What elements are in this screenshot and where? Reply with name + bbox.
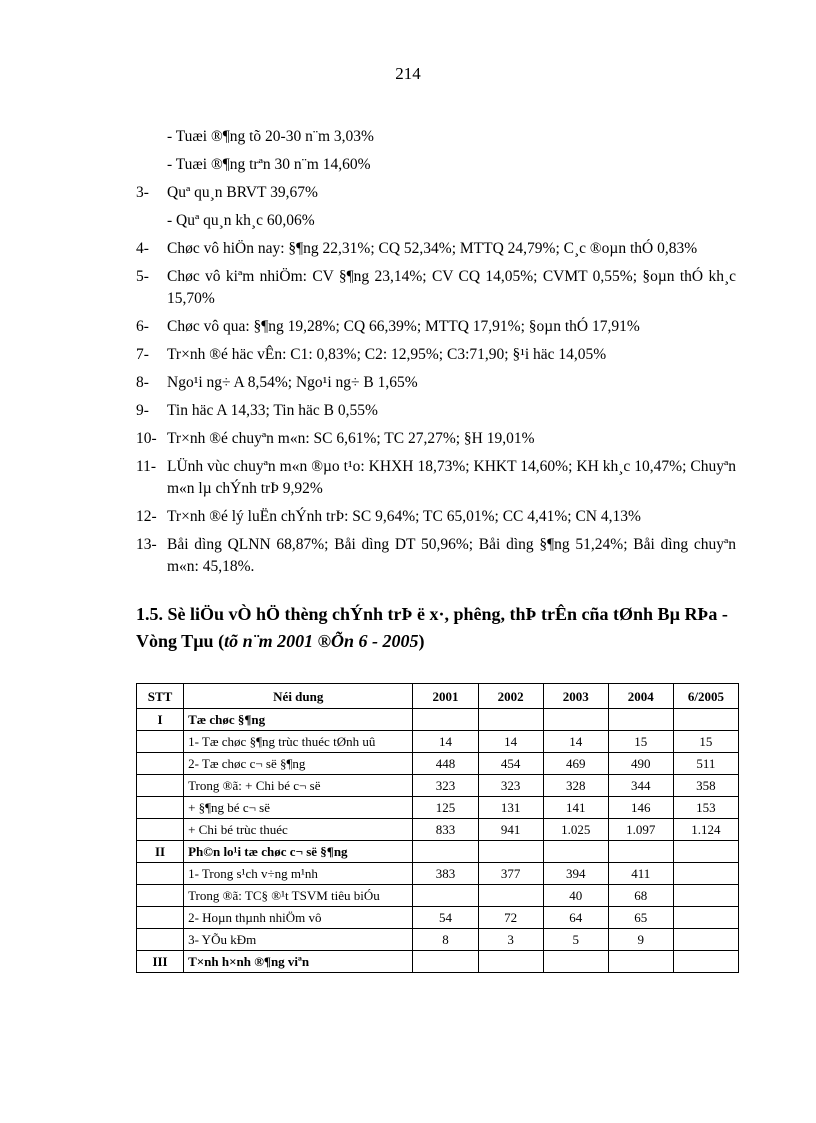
cell-stt [137, 929, 184, 951]
cell-value: 9 [608, 929, 673, 951]
list-item-number: 10- [136, 430, 157, 447]
list-item-text: - Tuæi ®¶ng trªn 30 n¨m 14,60% [167, 156, 371, 173]
list-item [136, 400, 736, 422]
cell-value [608, 709, 673, 731]
table-row [137, 731, 739, 753]
cell-content: 3- YÕu kÐm [184, 929, 413, 951]
header-2005-06: 6/2005 [673, 684, 738, 709]
list-item-number: 11- [136, 458, 157, 475]
list-item-text: Tr×nh ®é lý luËn chÝnh trÞ: SC 9,64%; TC 65,01%; CC 4,41%; CN 4,13% [167, 508, 641, 525]
cell-value: 1.124 [673, 819, 738, 841]
cell-value [543, 709, 608, 731]
cell-stt: I [137, 709, 184, 731]
header-2001: 2001 [413, 684, 478, 709]
table-row [137, 863, 739, 885]
cell-content: 1- Tæ chøc §¶ng trùc thuéc tØnh uû [184, 731, 413, 753]
cell-value: 469 [543, 753, 608, 775]
list-item [136, 238, 736, 260]
cell-value: 15 [608, 731, 673, 753]
table-row [137, 951, 739, 973]
header-2002: 2002 [478, 684, 543, 709]
cell-content: 1- Trong s¹ch v÷ng m¹nh [184, 863, 413, 885]
cell-value [413, 951, 478, 973]
list-item-number: 9- [136, 402, 149, 419]
cell-value: 323 [478, 775, 543, 797]
list-item [136, 210, 736, 232]
table-row [137, 929, 739, 951]
list-item-number: 4- [136, 240, 149, 257]
cell-value [478, 951, 543, 973]
statistics-list [136, 126, 736, 584]
list-item-text: Tin häc A 14,33; Tin häc B 0,55% [167, 402, 378, 419]
cell-value: 328 [543, 775, 608, 797]
cell-value [673, 907, 738, 929]
cell-value [673, 929, 738, 951]
cell-value [413, 885, 478, 907]
list-item-number: 13- [136, 536, 157, 553]
table-row [137, 797, 739, 819]
header-2004: 2004 [608, 684, 673, 709]
cell-value: 490 [608, 753, 673, 775]
cell-value: 377 [478, 863, 543, 885]
cell-content: Trong ®ã: TC§ ®¹t TSVM tiêu biÓu [184, 885, 413, 907]
cell-content: T×nh h×nh ®¶ng viªn [184, 951, 413, 973]
section-title-period: tõ n¨m 2001 ®Õn 6 - 2005 [224, 631, 419, 651]
list-item [136, 428, 736, 450]
table-row [137, 885, 739, 907]
list-item-text: Tr×nh ®é chuyªn m«n: SC 6,61%; TC 27,27%; §H 19,01% [167, 430, 535, 447]
cell-value: 1.097 [608, 819, 673, 841]
list-item-number: 7- [136, 346, 149, 363]
party-statistics-table [136, 683, 739, 973]
cell-value: 125 [413, 797, 478, 819]
list-item [136, 182, 736, 204]
cell-content: 2- Hoµn thµnh nhiÖm vô [184, 907, 413, 929]
cell-content: + Chi bé trùc thuéc [184, 819, 413, 841]
cell-value: 511 [673, 753, 738, 775]
cell-value [608, 841, 673, 863]
list-item [136, 344, 736, 366]
cell-value: 394 [543, 863, 608, 885]
cell-value: 54 [413, 907, 478, 929]
cell-value: 40 [543, 885, 608, 907]
section-title-end: ) [418, 631, 425, 651]
cell-value: 383 [413, 863, 478, 885]
cell-stt [137, 797, 184, 819]
cell-value: 14 [413, 731, 478, 753]
list-item-text: Quª qu¸n BRVT 39,67% [167, 184, 318, 201]
cell-value: 153 [673, 797, 738, 819]
table-row [137, 709, 739, 731]
list-item [136, 534, 736, 578]
table-row [137, 819, 739, 841]
cell-stt [137, 819, 184, 841]
header-content: Néi dung [184, 684, 413, 709]
cell-value: 941 [478, 819, 543, 841]
list-item [136, 372, 736, 394]
list-item-text: Chøc vô hiÖn nay: §¶ng 22,31%; CQ 52,34%; MTTQ 24,79%; C¸c ®oµn thÓ 0,83% [167, 240, 698, 257]
cell-value: 358 [673, 775, 738, 797]
cell-value [608, 951, 673, 973]
table-row [137, 841, 739, 863]
list-item-text: LÜnh vùc chuyªn m«n ®µo t¹o: KHXH 18,73%; KHKT 14,60%; KH kh¸c 10,47%; Chuyªn m«n lµ chÝnh trÞ 9,92% [167, 458, 736, 497]
cell-value [673, 885, 738, 907]
cell-value: 14 [478, 731, 543, 753]
cell-stt [137, 907, 184, 929]
cell-stt [137, 863, 184, 885]
cell-value: 344 [608, 775, 673, 797]
cell-stt: II [137, 841, 184, 863]
cell-value: 8 [413, 929, 478, 951]
cell-stt: III [137, 951, 184, 973]
list-item-text: Chøc vô kiªm nhiÖm: CV §¶ng 23,14%; CV CQ 14,05%; CVMT 0,55%; §oµn thÓ kh¸c 15,70% [167, 268, 736, 307]
list-item [136, 126, 736, 148]
cell-content: + §¶ng bé c¬ së [184, 797, 413, 819]
cell-value [543, 841, 608, 863]
cell-value [478, 841, 543, 863]
cell-value: 131 [478, 797, 543, 819]
list-item-number: 8- [136, 374, 149, 391]
cell-value: 448 [413, 753, 478, 775]
list-item-text: Båi dìng QLNN 68,87%; Båi dìng DT 50,96%; Båi dìng §¶ng 51,24%; Båi dìng chuyªn m«n: 45,18%. [167, 536, 736, 575]
cell-value [413, 841, 478, 863]
list-item [136, 154, 736, 176]
cell-value [673, 863, 738, 885]
list-item-number: 3- [136, 184, 149, 201]
list-item [136, 266, 736, 310]
cell-value: 141 [543, 797, 608, 819]
cell-content: Tæ chøc §¶ng [184, 709, 413, 731]
cell-value: 14 [543, 731, 608, 753]
cell-value [673, 951, 738, 973]
list-item-text: Chøc vô qua: §¶ng 19,28%; CQ 66,39%; MTTQ 17,91%; §oµn thÓ 17,91% [167, 318, 640, 335]
cell-value [673, 841, 738, 863]
cell-value: 323 [413, 775, 478, 797]
list-item-number: 6- [136, 318, 149, 335]
list-item-number: 5- [136, 268, 149, 285]
table-row [137, 775, 739, 797]
cell-stt [137, 885, 184, 907]
cell-value: 65 [608, 907, 673, 929]
cell-value: 833 [413, 819, 478, 841]
table-row [137, 907, 739, 929]
cell-value [478, 885, 543, 907]
table-row [137, 753, 739, 775]
cell-value [543, 951, 608, 973]
header-2003: 2003 [543, 684, 608, 709]
cell-content: 2- Tæ chøc c¬ së §¶ng [184, 753, 413, 775]
list-item [136, 316, 736, 338]
cell-value: 15 [673, 731, 738, 753]
list-item-text: - Tuæi ®¶ng tõ 20-30 n¨m 3,03% [167, 128, 374, 145]
list-item [136, 456, 736, 500]
cell-value: 411 [608, 863, 673, 885]
cell-value [413, 709, 478, 731]
cell-value: 3 [478, 929, 543, 951]
cell-stt [137, 775, 184, 797]
header-stt: STT [137, 684, 184, 709]
cell-value: 72 [478, 907, 543, 929]
table-header-row [137, 684, 739, 709]
cell-value [673, 709, 738, 731]
cell-content: Ph©n lo¹i tæ chøc c¬ së §¶ng [184, 841, 413, 863]
list-item [136, 506, 736, 528]
page-number: 214 [395, 64, 421, 83]
list-item-text: Tr×nh ®é häc vÊn: C1: 0,83%; C2: 12,95%; C3:71,90; §¹i häc 14,05% [167, 346, 607, 363]
section-title-main: 1.5. Sè liÖu vÒ hÖ thèng chÝnh trÞ ë x·, phêng, thÞ trÊn cña tØnh Bµ RÞa - Vòng Tµu ( [136, 604, 728, 651]
list-item-text: - Quª qu¸n kh¸c 60,06% [167, 212, 315, 229]
cell-stt [137, 731, 184, 753]
cell-value [478, 709, 543, 731]
cell-value: 1.025 [543, 819, 608, 841]
list-item-number: 12- [136, 508, 157, 525]
section-title [136, 601, 740, 655]
cell-value: 5 [543, 929, 608, 951]
cell-stt [137, 753, 184, 775]
cell-value: 146 [608, 797, 673, 819]
list-item-text: Ngo¹i ng÷ A 8,54%; Ngo¹i ng÷ B 1,65% [167, 374, 418, 391]
cell-value: 454 [478, 753, 543, 775]
cell-value: 64 [543, 907, 608, 929]
cell-content: Trong ®ã: + Chi bé c¬ së [184, 775, 413, 797]
cell-value: 68 [608, 885, 673, 907]
